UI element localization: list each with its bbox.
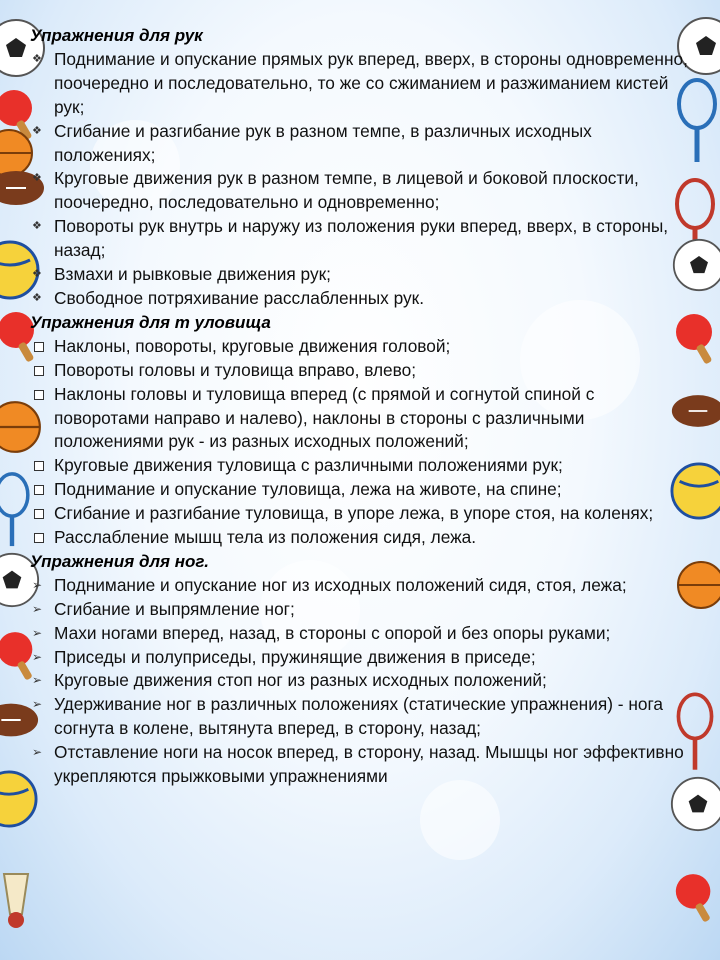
list-item: Расслабление мышц тела из положения сидя, лежа. [30,526,690,550]
list-item: ➢ Удерживание ног в различных положениях (статические упражнения) - нога согнута в колене, вытянута вперед, в сторону, назад; [30,693,690,741]
section-title-legs: Упражнения для ног. [30,551,209,571]
list-item: ➢ Приседы и полуприседы, пружинящие движения в приседе; [30,646,690,670]
section-title-arms: Упражнения для рук [30,26,203,45]
shuttlecock-icon [0,870,36,930]
section-legs [30,550,690,789]
arms-exercise-list [30,48,690,311]
list-item: ❖ Круговые движения рук в разном темпе, в лицевой и боковой плоскости, поочередно, последовательно и одновременно; [30,167,690,215]
list-item: Поднимание и опускание туловища, лежа на животе, на спине; [30,478,690,502]
list-item: ➢ Махи ногами вперед, назад, в стороны с опорой и без опоры руками; [30,622,690,646]
list-item: Круговые движения туловища с различными положениями рук; [30,454,690,478]
list-item: Повороты головы и туловища вправо, влево; [30,359,690,383]
legs-exercise-list [30,574,690,789]
section-arms [30,24,690,311]
list-item: ❖ Повороты рук внутрь и наружу из положения руки вперед, вверх, в стороны, назад; [30,215,690,263]
list-item: Сгибание и разгибание туловища, в упоре лежа, в упоре стоя, на коленях; [30,502,690,526]
list-item: ➢ Сгибание и выпрямление ног; [30,598,690,622]
list-item: ➢ Поднимание и опускание ног из исходных положений сидя, стоя, лежа; [30,574,690,598]
section-title-torso: Упражнения для т уловища [30,312,271,332]
list-item: ❖ Поднимание и опускание прямых рук вперед, вверх, в стороны одновременно, поочередно и последовательно, то же со сжиманием и разжиманием кистей рук; [30,48,690,120]
list-item: ❖ Взмахи и рывковые движения рук; [30,263,690,287]
exercise-content [30,24,690,789]
tennis-racket-icon [0,470,34,550]
bokeh-light [420,780,500,860]
section-torso [30,311,690,550]
list-item: ❖ Свободное потряхивание расслабленных рук. [30,287,690,311]
list-item: Наклоны головы и туловища вперед (с прямой и согнутой спиной с поворотами направо и налево), наклоны в стороны с различными положениями рук - из разных исходных положений; [30,383,690,455]
list-item: ❖ Сгибание и разгибание рук в разном темпе, в различных исходных положениях; [30,120,690,168]
list-item: Наклоны, повороты, круговые движения головой; [30,335,690,359]
list-item: ➢ Круговые движения стоп ног из разных исходных положений; [30,669,690,693]
list-item: ➢ Отставление ноги на носок вперед, в сторону, назад. Мышцы ног эффективно укрепляются прыжковыми упражнениями [30,741,690,789]
torso-exercise-list [30,335,690,550]
ping-pong-paddle-icon [672,872,718,926]
